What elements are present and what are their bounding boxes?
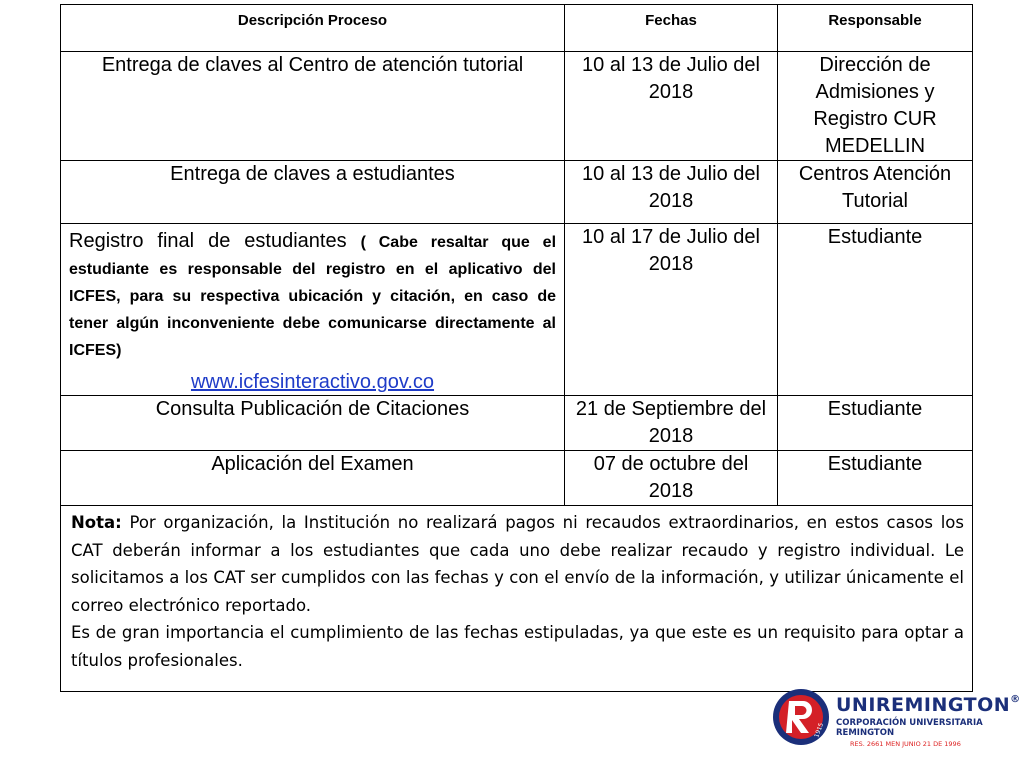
row-responsible: Estudiante bbox=[778, 451, 973, 506]
logo-year: 1915 bbox=[813, 721, 826, 739]
note-cell bbox=[61, 506, 973, 692]
row-dates: 21 de Septiembre del 2018 bbox=[565, 396, 778, 451]
logo-subtitle: CORPORACIÓN UNIVERSITARIA REMINGTON bbox=[836, 718, 983, 738]
note-row bbox=[61, 506, 973, 692]
table-row bbox=[61, 161, 973, 224]
row-dates: 07 de octubre del 2018 bbox=[565, 451, 778, 506]
row-responsible: Estudiante bbox=[778, 396, 973, 451]
table-row bbox=[61, 224, 973, 396]
row-responsible: Centros Atención Tutorial bbox=[778, 161, 973, 224]
note-label: Nota: bbox=[71, 513, 122, 532]
header-row bbox=[61, 5, 973, 52]
row-description: Aplicación del Examen bbox=[61, 451, 565, 506]
row-description bbox=[61, 224, 565, 396]
header-responsable: Responsable bbox=[778, 5, 973, 52]
row-description: Entrega de claves al Centro de atención tutorial bbox=[61, 52, 565, 161]
note-text-2: Es de gran importancia el cumplimiento de las fechas estipuladas, ya que este es un requisito para optar a títulos profesionales. bbox=[71, 623, 964, 670]
row-description: Entrega de claves a estudiantes bbox=[61, 161, 565, 224]
row-dates: 10 al 13 de Julio del 2018 bbox=[565, 52, 778, 161]
icfes-link[interactable]: www.icfesinteractivo.gov.co bbox=[190, 371, 435, 393]
schedule-table bbox=[60, 4, 973, 692]
row-description: Consulta Publicación de Citaciones bbox=[61, 396, 565, 451]
row-description-note: ( Cabe resaltar que el estudiante es responsable del registro en el aplicativo del ICFES, para su respectiva ubicación y citación, en caso de tener algún inconveniente debe comunicarse directamente al ICFES) bbox=[69, 234, 557, 359]
row-description-main: Registro final de estudiantes bbox=[69, 230, 347, 252]
header-fechas: Fechas bbox=[565, 5, 778, 52]
logo-resolution: RES. 2661 MEN JUNIO 21 DE 1996 bbox=[850, 740, 961, 748]
row-responsible: Estudiante bbox=[778, 224, 973, 396]
row-responsible: Dirección de Admisiones y Registro CUR MEDELLIN bbox=[778, 52, 973, 161]
note-text: Por organización, la Institución no realizará pagos ni recaudos extraordinarios, en estos casos los CAT deberán informar a los estudiantes que cada uno debe realizar recaudo y registro individual. Le solicitamos a los CAT ser cumplidos con las fechas y con el envío de la información, y utilizar únicamente el correo electrónico reportado. bbox=[71, 513, 964, 615]
logo-text bbox=[836, 694, 1024, 748]
table-row bbox=[61, 52, 973, 161]
row-dates: 10 al 17 de Julio del 2018 bbox=[565, 224, 778, 396]
table-row bbox=[61, 396, 973, 451]
header-descripcion: Descripción Proceso bbox=[61, 5, 565, 52]
table-row bbox=[61, 451, 973, 506]
logo-brand: UNIREMINGTON® bbox=[836, 694, 1021, 716]
row-dates: 10 al 13 de Julio del 2018 bbox=[565, 161, 778, 224]
